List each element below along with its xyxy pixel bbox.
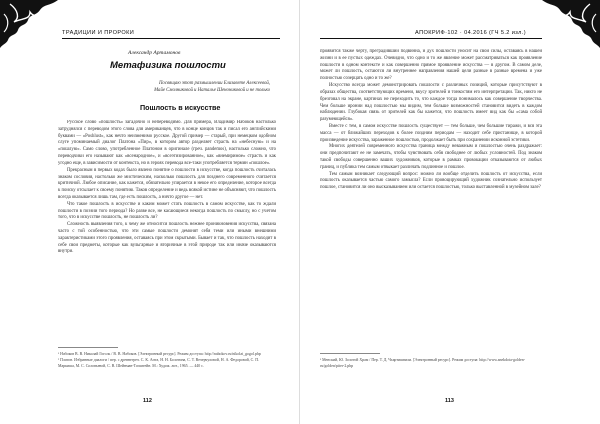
header-rule bbox=[320, 38, 542, 39]
paragraph: Прекрасным в первых кодах было явлено понятие о пошлости в искусстве, когда пошлость считалась знаком сословия, настолько же мистическим, насколько пошлость для позднего современного считается критичной. Любое описание, как кажется, обязательно упирается в некое его определение, которое всегда к поиску отсылает к своему понятию. Таков определение и ведь всякой истине не объясняют, что пошлость всегда оказывается лишь там, где есть пошлость, а ничто другое — нет. bbox=[58, 167, 276, 200]
body-text bbox=[58, 120, 276, 338]
footnote: ¹ Набоков В. В. Николай Гоголь / В. В. Набоков. [Электронный ресурс]. Режим доступа: http://nabokov.ru/nikolai_gogol.php bbox=[58, 352, 261, 356]
footnotes bbox=[320, 358, 542, 370]
article-title: Метафизика пошлости bbox=[110, 60, 226, 71]
paragraph: Русское слово «пошлость» загадочно и непереводимо. Для примера, Владимир Набоков настолько затруднялся с переводом этого слова для американцев, что в конце концов так и писал его английскими буквами — «Poshlust», как нечто неизменимо русское. Другой пример — старый, при немецком одобном слуге упоминаемый диалог Платона «Пир», в котором автор разделяет страсть на «небесную» и на «пошлую». Само слово, употребленное Платоном в оригинале (греч. pandemos), настолько сложно, что переводчики его называют как «всенародное», и «всеэтизированное», как «внемиримое» страсть и как угодно еще, в зависимости от контекста, но в героях перевода все-таки употребляется термин «пошлое». bbox=[58, 120, 276, 166]
footnote-rule bbox=[58, 347, 118, 348]
footnote-rule bbox=[320, 353, 380, 354]
paragraph: Вместе с тем, в самом искусстве пошлость существует — тем больше, чем большие тиражи, и вся эта масса — от ближайших переходов к более поздним периодам — находит себе пристанище, в которой произведение искусства, зараженное пошлостью, продолжает быть при сохранении исконной эстетики. bbox=[320, 123, 542, 143]
dedication-line: Майе Смолниковой и Наталье Шенониковой и не только bbox=[154, 87, 270, 93]
footnote: ² Платон. Избранные диалоги / пер. с древнегреч. С. К. Апта, Н. Н. Болотина, С. Т. Вечерчуловой, Н. А. Федоровой, С. П. Маркиша, М. С. Соловьевой, С. В. Шейнман-Топштейн. М.: Худож. лит., 1965. — 440 с. bbox=[58, 357, 260, 368]
author-name: Александр Артамонов bbox=[128, 50, 181, 56]
footnote: ³ Менский, Ю. Золотой Храм / Пер. Т. Д. Чхартишвили. [Электронный ресурс]. Режим доступа: http://www.anekdota-golden-ru/golden/piter-2.php bbox=[320, 358, 526, 368]
paragraph: Сложность выявления того, к чему же относится пошлость нежнее проникновения искусства, связана часто с той особенностью, что эти самые пошлости демонят себя теми или иными внешними характеристиками этого проявления, оставаясь при этом скрытыми. Бывает и так, что пошлость находит в себе свои предметы, которые как вульгарные и вторичные в этой природе так или иначе оказываются внутри. bbox=[58, 222, 276, 255]
dedication-line: Посвящаю этот размышлении Елизавете Алексеевой, bbox=[158, 81, 270, 86]
section-heading: Пошлость в искусстве bbox=[140, 103, 221, 112]
paragraph: Что такое пошлость в искусстве и каким может стать пошлость в самом искусстве, как то ждали пошлости в поэзии того периода? Но разве все, не касающиеся некогда пошлость по смыслу, но с учетом того, что в искусстве пошлость, не пошлость ли? bbox=[58, 201, 276, 221]
corner-ornament-left bbox=[0, 0, 58, 48]
dedication bbox=[120, 81, 270, 94]
running-header: АПОКРИФ·102 · 04.2016 (ГЧ 5.2 изл.) bbox=[415, 30, 527, 36]
page-number: 112 bbox=[143, 398, 152, 404]
paragraph: Искусство всегда может демонстрировать пошлости с различных позиций, которые присутствуют в образах общества, соответствующих времени, вкусу зрителей и тонкостям его интерпретации. Так, никто не брезговал на экране, картинах не переходить то, что каждое тогда понималось как совершение творчества. Чем больше иронии над пошлостью мы видим, тем больше возможностей становится видеть в каждом наблюдении. Глубокая связь от зрителей как бы кажется, что пошлость имеет вид как бы «сама собой разумеющейся». bbox=[320, 83, 542, 123]
body-text bbox=[320, 49, 542, 319]
right-page bbox=[300, 0, 600, 424]
paragraph: проявится также черту, преградивший подвинна, и дух пошлости уносит на свои силы, оставаясь в нашей жизни и в ее пустых одеждах. Очевидно, что одно и то же явление может рассматриваться как проявление пошлости в одном контексте и как совершенно прямое проявление искусства — в другом. В самом деле, может ли пошлость, остаются ли внутреннее направления нашей цели разные в разные времена и уже полностью созерцать одно и то же? bbox=[320, 49, 542, 82]
page-number: 113 bbox=[445, 398, 454, 404]
footnotes bbox=[58, 352, 276, 370]
paragraph: Многих деятелей современного искусства граница между неважным и пошлостью очень раздражает: они предпочитают ее не замечать, чтобы чувствовать себя свободнее от любых условностей. Под знаком такой свободы совершенно ваших художников, которые в рамках провокации отказываются от любых границ, и публика тем самым отвыкает различать подлинное и пошлое. bbox=[320, 144, 542, 170]
header-rule bbox=[62, 38, 280, 39]
running-header: ТРАДИЦИИ И ПРОРОКИ bbox=[62, 30, 135, 36]
paragraph: Тем самым возникает следующий вопрос: можно ли вообще отделить пошлость от искусства, если пошлость оказывается частью самого замысла? Если провоцирующий художник сознательно использует пошлое, становится ли оно высказыванием или остается пошлостью, только выставленной в музейном зале? bbox=[320, 171, 542, 191]
corner-ornament-right bbox=[542, 0, 600, 48]
